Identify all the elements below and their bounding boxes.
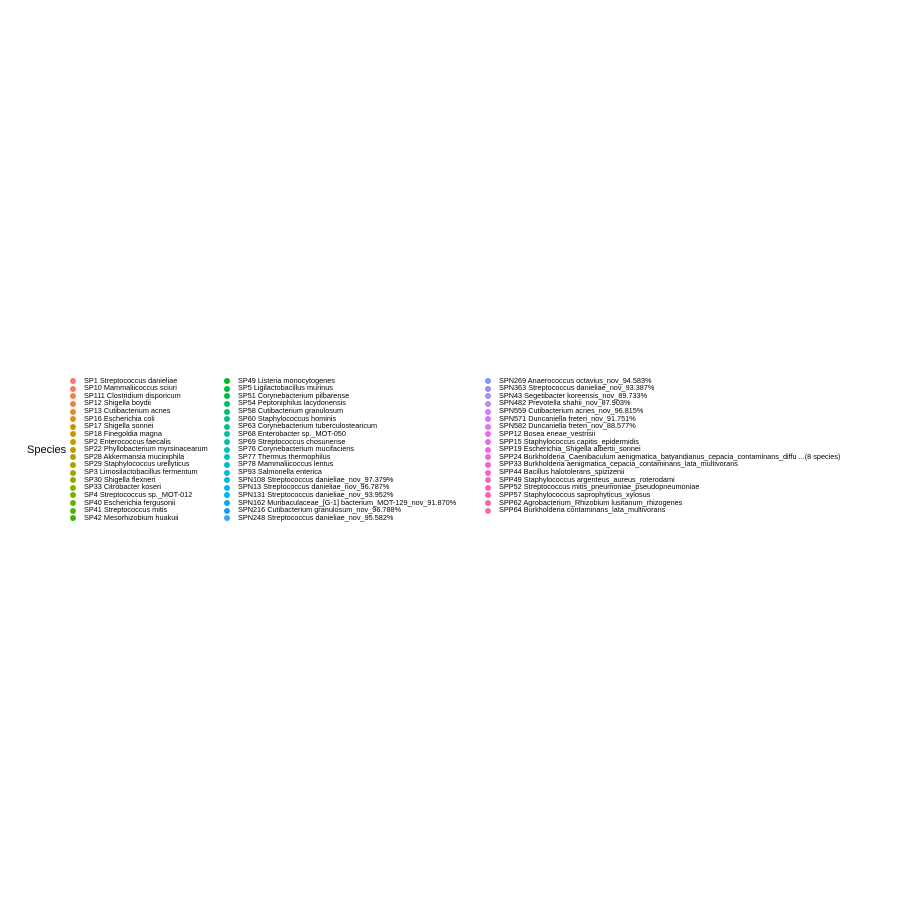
legend-key-point xyxy=(70,439,76,445)
legend-label: SP68 Enterobacter sp._MOT-050 xyxy=(238,428,346,438)
legend-label: SPP52 Streptococcus mitis_pneumoniae_pseudopneumoniae xyxy=(499,482,700,492)
legend-key-point xyxy=(70,500,76,506)
legend-key-point xyxy=(224,485,230,491)
legend-label: SP10 Mammaliicoccus sciuri xyxy=(84,383,177,393)
legend-label: SP54 Peptoniphilus lacydonensis xyxy=(238,398,346,408)
legend-label: SPP15 Staphylococcus capitis_epidermidis xyxy=(499,436,639,446)
legend-label: SP78 Mammaliicoccus lentus xyxy=(238,459,334,469)
legend-key-point xyxy=(485,485,491,491)
legend-label: SPN216 Cutibacterium granulosum_nov_96.788% xyxy=(238,505,402,515)
legend-key-point xyxy=(485,462,491,468)
legend-label: SPN582 Duncaniella freteri_nov_88.577% xyxy=(499,421,636,431)
legend-label: SPN363 Streptococcus danieliae_nov_93.387% xyxy=(499,383,655,393)
legend-key-point xyxy=(485,378,491,384)
legend-label: SPN248 Streptococcus danieliae_nov_95.582% xyxy=(238,512,394,522)
legend-label: SP40 Escherichia fergusonii xyxy=(84,497,176,507)
legend-key-point xyxy=(224,401,230,407)
legend-label: SPP19 Escherichia_Shigella albertii_sonnei xyxy=(499,444,641,454)
legend-key-point xyxy=(224,393,230,399)
legend-key-point xyxy=(224,470,230,476)
legend-label: SP13 Cutibacterium acnes xyxy=(84,406,171,415)
legend-key-point xyxy=(485,386,491,392)
legend-key-point xyxy=(224,439,230,445)
legend-label: SP29 Staphylococcus urellyticus xyxy=(84,459,190,469)
legend-label: SPN13 Streptococcus danieliae_nov_96.787% xyxy=(238,482,390,492)
legend-label: SP12 Shigella boydii xyxy=(84,398,151,408)
legend-key-point xyxy=(70,508,76,514)
legend-key-point xyxy=(485,439,491,445)
legend-key-point xyxy=(70,454,76,460)
legend-key-point xyxy=(485,409,491,415)
legend-key-point xyxy=(70,409,76,415)
legend-key-point xyxy=(224,416,230,422)
legend-key-point xyxy=(485,447,491,453)
legend-label: SP1 Streptococcus danieliae xyxy=(84,375,178,385)
legend-key-point xyxy=(70,470,76,476)
legend-key-point xyxy=(485,492,491,498)
legend-label: SP60 Staphylococcus hominis xyxy=(238,413,337,423)
legend-label: SP76 Corynebacterium mucifaciens xyxy=(238,444,354,454)
legend-label: SP16 Escherichia coli xyxy=(84,413,155,423)
legend-label: SPP24 Burkholderia_Caenibaculum aenigmatica_batyandianus_cepacia_contaminans_diffu ...(8 species) xyxy=(499,451,841,461)
legend-key-point xyxy=(485,500,491,506)
legend-key-point xyxy=(224,462,230,468)
legend-label: SPN131 Streptococcus danieliae_nov_93.952% xyxy=(238,489,394,499)
legend-label: SP42 Mesorhizobium huakuii xyxy=(84,512,179,522)
legend-key-point xyxy=(70,393,76,399)
legend-key-point xyxy=(70,424,76,430)
legend-key-point xyxy=(485,424,491,430)
legend-label: SP3 Limosilactobacillus fermentum xyxy=(84,467,198,476)
legend-label: SP77 Thermus thermophilus xyxy=(238,451,331,461)
legend-label: SP2 Enterococcus faecalis xyxy=(84,436,171,446)
legend-label: SP5 Ligilactobacillus murinus xyxy=(238,383,333,393)
legend-label: SPP33 Burkholderia aenigmatica_cepacia_contaminans_lata_multivorans xyxy=(499,459,738,469)
legend-key-point xyxy=(485,454,491,460)
legend-key-point xyxy=(224,508,230,514)
legend-label: SP30 Shigella flexneri xyxy=(84,474,156,484)
legend-label: SP93 Salmonella enterica xyxy=(238,467,322,476)
legend-label: SP17 Shigella sonnei xyxy=(84,421,154,431)
legend-key-point xyxy=(224,424,230,430)
legend-key-point xyxy=(224,447,230,453)
legend-key-point xyxy=(224,431,230,437)
legend-key-point xyxy=(70,447,76,453)
legend-key-point xyxy=(485,431,491,437)
legend-key-point xyxy=(70,515,76,521)
legend-label: SPN43 Segetibacter koreensis_nov_89.733% xyxy=(499,390,648,400)
legend-label: SPP57 Staphylococcus saprophyticus_xylosus xyxy=(499,489,651,499)
legend-key-point xyxy=(224,386,230,392)
legend-label: SP111 Clostridium disporicum xyxy=(84,390,181,400)
legend-label: SP51 Corynebacterium pilbarense xyxy=(238,390,350,400)
legend-key-point xyxy=(485,508,491,514)
legend-key-point xyxy=(485,477,491,483)
legend-key-point xyxy=(70,477,76,483)
legend-key-point xyxy=(70,401,76,407)
legend-key-point xyxy=(485,416,491,422)
legend-label: SP18 Finegoldia magna xyxy=(84,428,162,438)
legend-label: SP22 Phyllobacterium myrsinacearum xyxy=(84,444,208,454)
legend-label: SPP49 Staphylococcus argenteus_aureus_roterodami xyxy=(499,474,675,484)
legend-label: SPN269 Anaerococcus octavius_nov_94.583% xyxy=(499,375,652,385)
legend-key-point xyxy=(70,386,76,392)
legend-key-point xyxy=(70,492,76,498)
legend-key-point xyxy=(70,378,76,384)
legend-label: SP69 Streptococcus chosunense xyxy=(238,436,346,446)
legend-label: SP41 Streptococcus mitis xyxy=(84,505,168,515)
legend-label: SPP64 Burkholderia contaminans_lata_multivorans xyxy=(499,505,666,515)
legend-label: SPN559 Cutibacterium acnes_nov_96.815% xyxy=(499,406,644,415)
legend-key-point xyxy=(224,409,230,415)
legend-key-point xyxy=(70,416,76,422)
legend-label: SP33 Citrobacter koseri xyxy=(84,482,162,492)
legend-label: SP49 Listeria monocytogenes xyxy=(238,375,335,385)
legend-key-point xyxy=(224,500,230,506)
legend-label: SP58 Cutibacterium granulosum xyxy=(238,406,344,415)
legend-label: SPN162 Muribaculaceae_[G-1] bacterium_MOT-129_nov_91.870% xyxy=(238,497,457,507)
legend-label: SPP44 Bacillus halotolerans_spizizenii xyxy=(499,467,625,476)
legend-label: SPN108 Streptococcus danieliae_nov_97.379% xyxy=(238,474,394,484)
legend-key-point xyxy=(485,401,491,407)
legend-label: SPN571 Duncaniella freteri_nov_91.751% xyxy=(499,413,636,423)
legend-key-point xyxy=(70,462,76,468)
legend-key-point xyxy=(224,515,230,521)
legend-label: SPN482 Prevotella shahii_nov_87.903% xyxy=(499,398,631,408)
legend-key-point xyxy=(224,378,230,384)
legend-key-point xyxy=(70,431,76,437)
legend-key-point xyxy=(485,470,491,476)
legend-key-point xyxy=(485,393,491,399)
legend-label: SPP12 Bosea eneae_vestrisii xyxy=(499,428,596,438)
legend-title: Species xyxy=(27,444,67,456)
legend-key-point xyxy=(224,492,230,498)
legend-label: SPP62 Agrobacterium_Rhizobium lusitanum_rhizogenes xyxy=(499,497,683,507)
legend-key-point xyxy=(224,477,230,483)
legend-key-point xyxy=(70,485,76,491)
legend-label: SP63 Corynebacterium tuberculostearicum xyxy=(238,421,378,431)
legend-label: SP28 Akkermansia muciniphila xyxy=(84,451,185,461)
legend-label: SP4 Streptococcus sp._MOT-012 xyxy=(84,489,193,499)
legend-key-point xyxy=(224,454,230,460)
